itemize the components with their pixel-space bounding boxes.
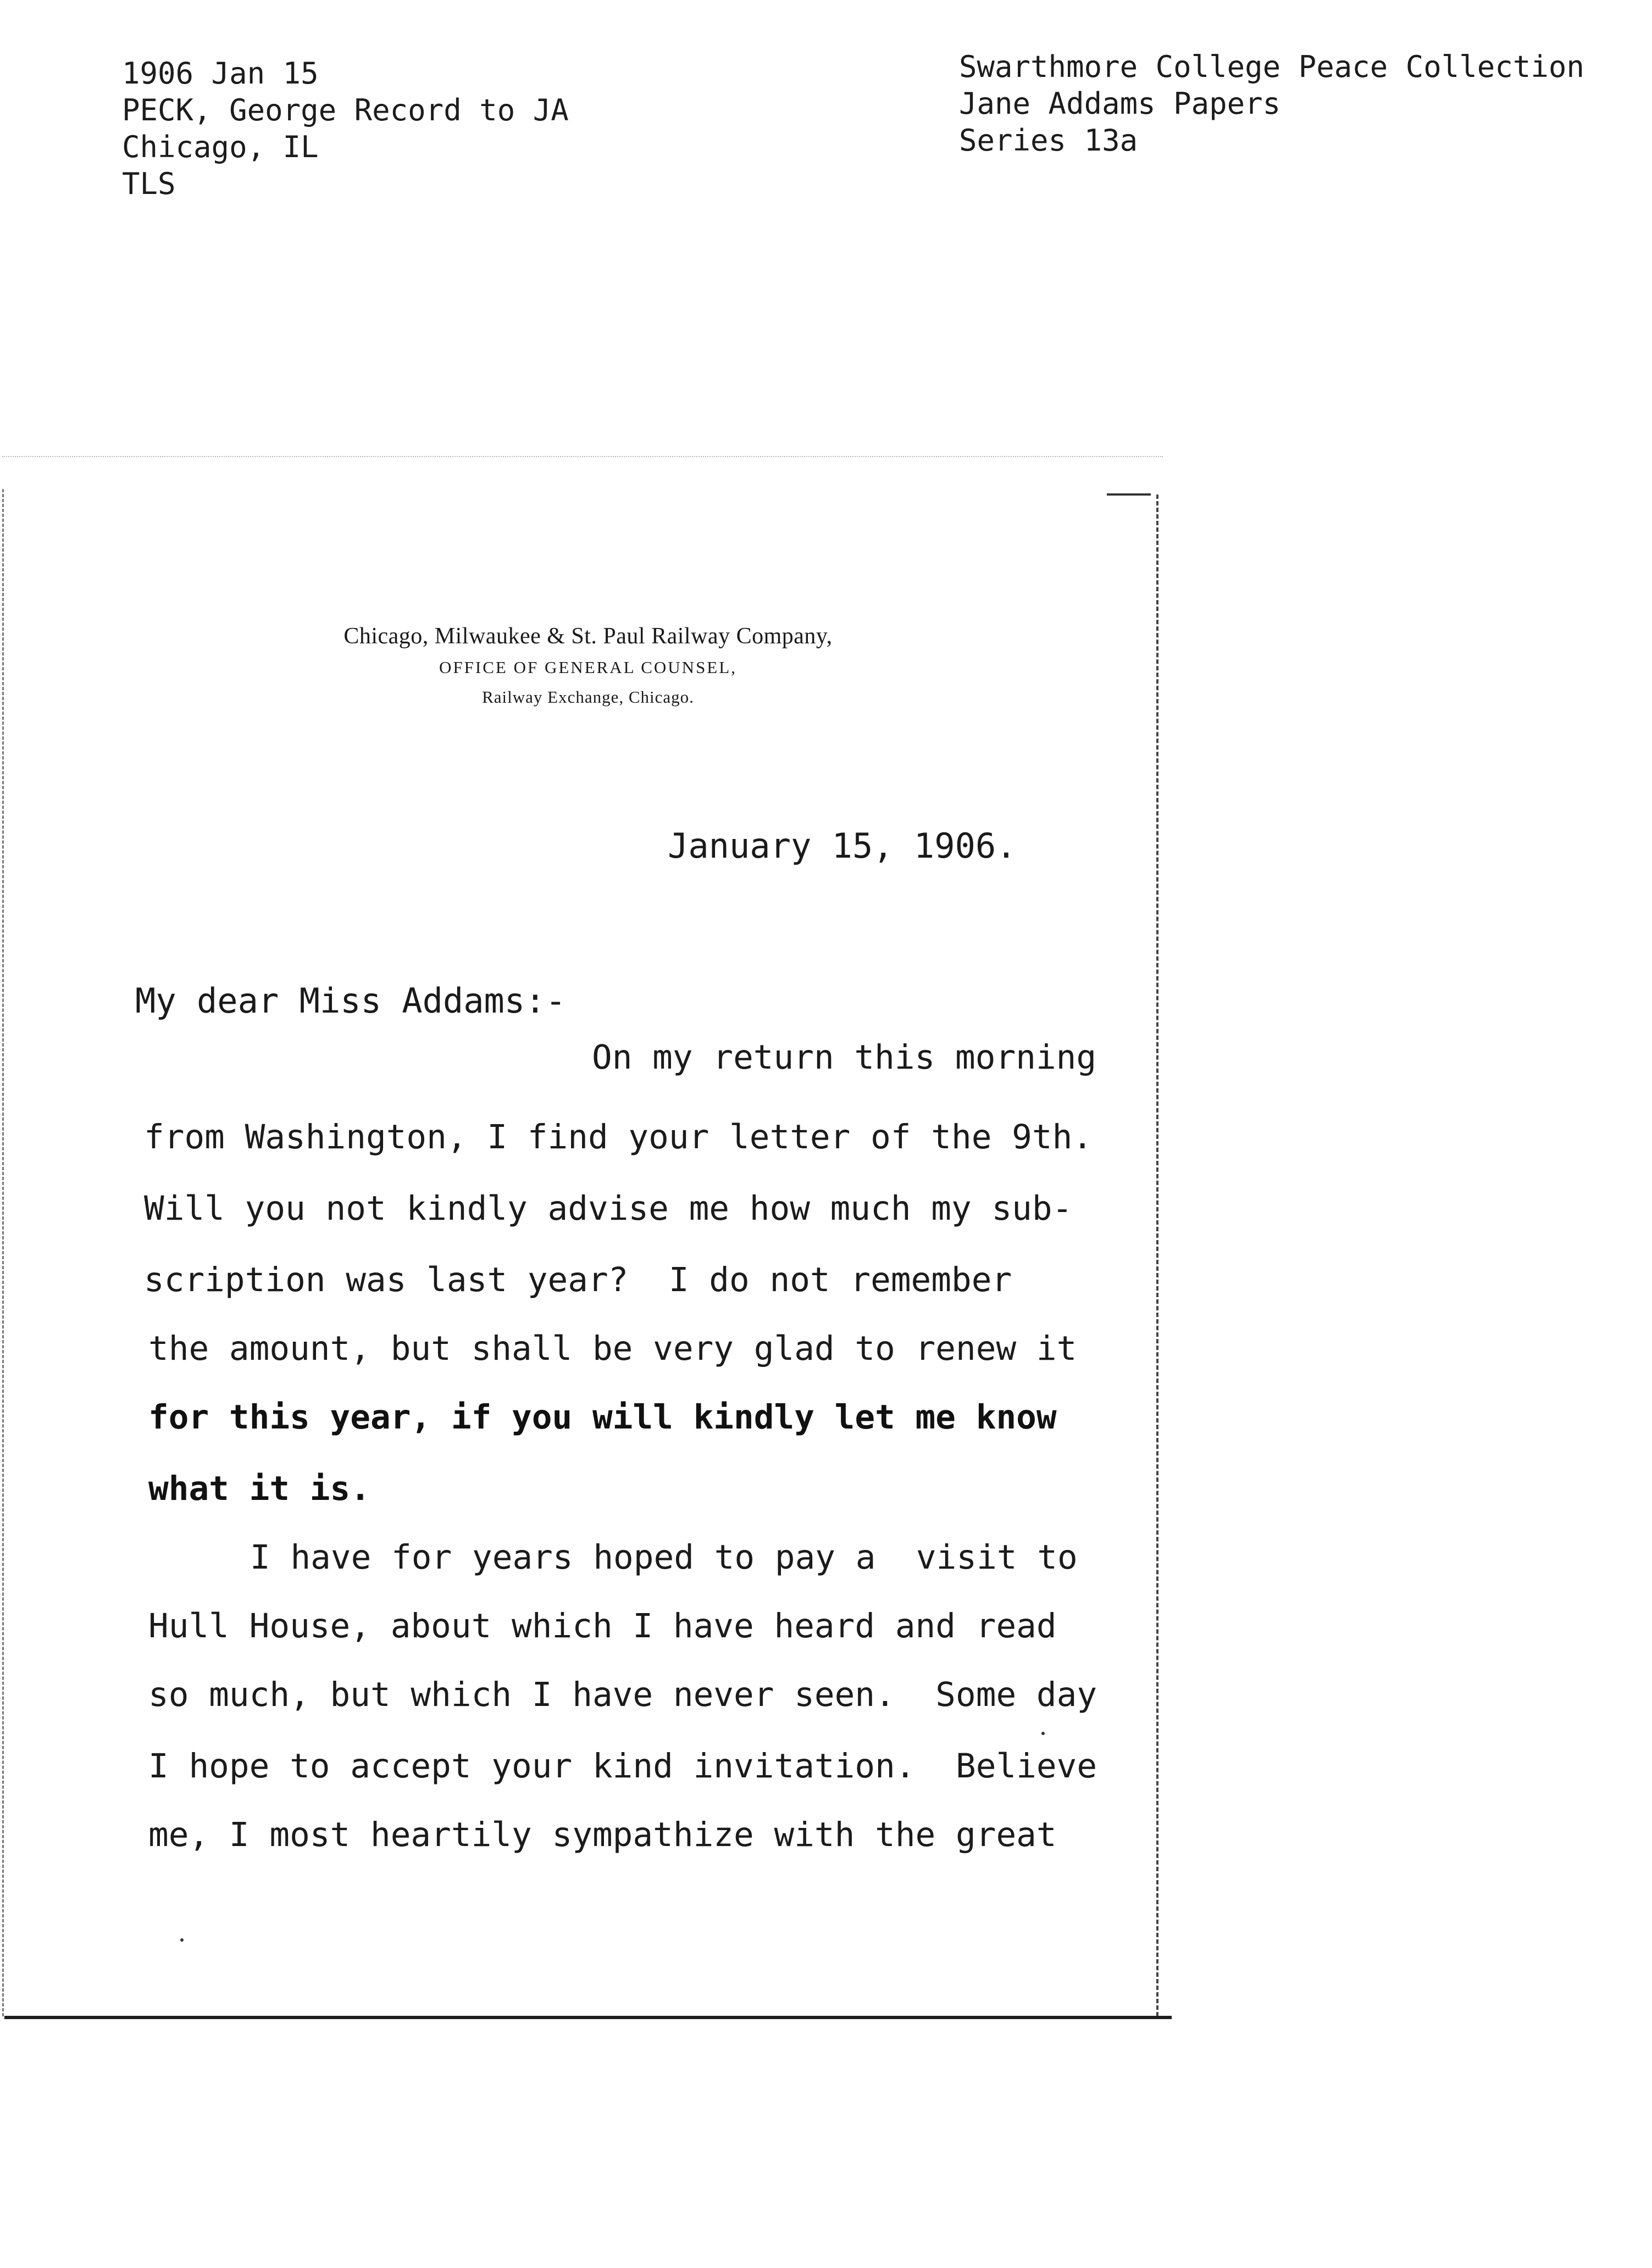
body-line: Will you not kindly advise me how much my sub-: [144, 1189, 1073, 1228]
frame-right-edge: [1156, 494, 1158, 2016]
frame-corner-mark: [1107, 493, 1151, 496]
archive-catalog-info: [122, 55, 569, 202]
frame-left-edge: [2, 489, 4, 2016]
salutation: My dear Miss Addams:-: [135, 981, 566, 1021]
letterhead-company: Chicago, Milwaukee & St. Paul Railway Company,: [343, 624, 833, 649]
scan-speck: [1041, 1732, 1045, 1735]
archive-collection: Swarthmore College Peace Collection: [959, 49, 1584, 84]
letter-date: January 15, 1906.: [668, 826, 1017, 866]
letterhead: [253, 621, 923, 711]
body-line: so much, but which I have never seen. Some day: [148, 1675, 1097, 1714]
archive-correspondent: PECK, George Record to JA: [122, 93, 569, 127]
archive-date: 1906 Jan 15: [122, 56, 319, 91]
archive-document-type: TLS: [122, 166, 176, 201]
body-line: from Washington, I find your letter of the 9th.: [144, 1118, 1093, 1157]
body-line: for this year, if you will kindly let me know: [148, 1398, 1057, 1437]
letterhead-address: Railway Exchange, Chicago.: [482, 687, 694, 707]
body-line: scription was last year? I do not remember: [144, 1260, 1012, 1299]
frame-top-edge: [2, 456, 1163, 457]
frame-bottom-edge: [4, 2016, 1172, 2019]
scan-speck: [180, 1938, 184, 1942]
archive-place: Chicago, IL: [122, 130, 319, 164]
letterhead-office: OFFICE OF GENERAL COUNSEL,: [439, 658, 737, 677]
body-line: what it is.: [148, 1469, 370, 1508]
archive-papers: Jane Addams Papers: [959, 86, 1281, 121]
body-line: the amount, but shall be very glad to renew it: [148, 1329, 1077, 1368]
body-line: Hull House, about which I have heard and read: [148, 1606, 1057, 1646]
body-line: I hope to accept your kind invitation. Believe: [148, 1747, 1097, 1786]
body-line: On my return this morning: [592, 1038, 1097, 1077]
archive-collection-info: [959, 48, 1584, 159]
body-line: me, I most heartily sympathize with the great: [148, 1815, 1057, 1854]
body-line: I have for years hoped to pay a visit to: [250, 1538, 1078, 1577]
archive-series: Series 13a: [959, 123, 1138, 158]
